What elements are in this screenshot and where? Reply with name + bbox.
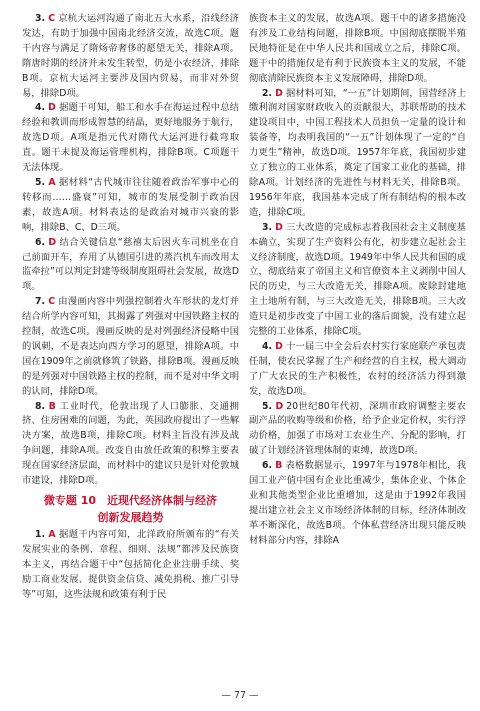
explanation-text: 据题干内容可知，北洋政府所颁布的“有关发展实业的条例、章程、细则、法规”都涉及民族资本主义，再结合题干中“包括简化企业注册手续、奖励工商业发展、提供资金信贷、减免捐税、推广引导等”可知，这些法规和政策有利于民 <box>22 529 239 600</box>
answer-letter: D <box>275 340 283 352</box>
question-number: 4. <box>262 340 273 352</box>
answer-letter: B <box>48 400 56 412</box>
explanation-text: 20世纪80年代初，深圳市政府调整主要农副产品的收购等级和价格，给予企业定价权，实行浮动价格，加强了市场对工农业生产、分配的影响，打破了计划经济管理体制的束缚，故选D项。 <box>249 400 466 457</box>
answer-item <box>249 459 466 548</box>
answer-letter: A <box>48 529 56 540</box>
explanation-text: 据题干可知，船工和水手在海运过程中总结经验和教训而形成智慧的结晶，更好地服务于航行，故选D项。A项是指元代对隋代大运河进行截弯取直。题干未提及海运管理机构，排除B项。C项题干无法体现。 <box>22 102 239 174</box>
question-number: 5. <box>35 176 46 188</box>
explanation-text: 工业时代，伦敦出现了人口膨胀、交通拥挤、住房困难的问题，为此，英国政府提出了一些解决方案，故选B项，排除C项。材料主旨没有涉及战争问题，排除A项。改变自由放任政策的积弊主要表现在国家经济层面，而材料中的建议只是针对伦敦城市建设，排除D项。 <box>22 400 239 487</box>
explanation-text: 结合关键信息“慈禧太后因火车司机坐在自己前面开车，弃用了从德国引进的蒸汽机车而改用太监牵拉”可以判定封建等级制度阻碍社会发展，故选D项。 <box>22 236 239 293</box>
answer-letter: C <box>48 13 56 24</box>
answer-letter: D <box>48 236 57 248</box>
answer-letter: D <box>275 400 284 412</box>
answer-item <box>249 400 466 460</box>
answer-item <box>249 340 466 400</box>
explanation-text: 十一届三中全会后农村实行家庭联产承包责任制，使农民掌握了生产和经营的自主权，极大调动了广大农民的生产积极性，农村的经济活力得到激发，故选D项。 <box>249 340 466 397</box>
answer-letter: D <box>275 221 283 233</box>
section-title <box>22 492 239 526</box>
answer-letter: B <box>275 460 283 472</box>
answer-item <box>22 12 239 101</box>
page-number: — 77 — <box>221 690 259 701</box>
answer-item <box>249 87 466 221</box>
answer-item <box>22 295 239 399</box>
explanation-text: 京杭大运河沟通了南北五大水系，沿线经济发达，有助于加强中国南北经济交流，故选C项。题干内容与满足了隋炀帝奢侈的愿望无关，排除A项。隋唐时期的经济并未发生转型，仍是小农经济，排除B项。京杭大运河主要涉及国内贸易，而非对外贸易，排除D项。 <box>22 13 239 99</box>
explanation-text: 三大改造的完成标志着我国社会主义制度基本确立，实现了生产资料公有化，初步建立起社会主义经济制度，故选D项。1949年中华人民共和国的成立，彻底结束了帝国主义和官僚资本主义剥削中国人民的历史，与三大改造无关，排除A项。废除封建地主土地所有制，与三大改造无关，排除B项。三大改造只是初步改变了中国工业的落后面貌，没有建立起完整的工业体系，排除C项。 <box>249 221 466 338</box>
continued-text: 族资本主义的发展，故选A项。题干中的诸多措施没有涉及工业结构问题，排除B项。中国彻底摆脱半殖民地特征是在中华人民共和国成立之后，排除C项。题干中的措施仅是有利于民族资本主义的发展，不能彻底清除民族资本主义发展障碍，排除D项。 <box>249 13 466 84</box>
question-number: 5. <box>262 400 273 412</box>
answer-item <box>22 176 239 236</box>
question-number: 3. <box>35 13 46 24</box>
explanation-text: 表格数据显示，1997年与1978年相比，我国工业产值中国有企业比重减少，集体企业、个体企业和其他类型企业比重增加，这是由于1992年我国提出建立社会主义市场经济体制的目标，经济体制改革不断深化，故选B项。个体私营经济出现只能反映材料部分内容，排除A <box>249 460 466 546</box>
left-column <box>22 12 239 682</box>
answer-page <box>22 12 466 682</box>
answer-letter: A <box>48 176 56 188</box>
answer-letter: D <box>48 102 56 114</box>
question-number: 1. <box>35 529 46 540</box>
explanation-text: 据材料“古代城市往往随着政治军事中心的转移而……盛衰”可知，城市的发展受制于政治因素，故选A项。材料表达的是政治对城市兴衰的影响，排除B、C、D三项。 <box>22 176 239 233</box>
section-title-line: 微专题 10 近现代经济体制与经济 <box>43 494 218 507</box>
right-column <box>249 12 466 682</box>
question-number: 6. <box>35 236 46 248</box>
section-title-line: 创新发展趋势 <box>97 511 164 524</box>
answer-letter: C <box>48 296 56 308</box>
explanation-text: 据材料可知，“一五”计划期间，国营经济上缴利润对国家财政收入的贡献很大，苏联帮助的技术建设项目中，中国工程技术人员担负一定量的设计和装备等，均表明我国的“一五”计划体现了一定的“自力更生”精神，故选D项。1957年年底，我国初步建立了独立的工业体系，奠定了国家工业化的基础，排除A项。计划经济的先进性与材料无关，排除B项。1956年年底，我国基本完成了所有制结构的根本改造，排除C项。 <box>249 87 466 218</box>
question-number: 8. <box>35 400 46 412</box>
answer-item <box>22 236 239 296</box>
answer-item <box>22 400 239 489</box>
answer-item <box>22 528 239 603</box>
answer-letter: D <box>275 87 283 99</box>
question-number: 7. <box>35 296 46 308</box>
question-number: 6. <box>262 460 273 472</box>
answer-item <box>249 221 466 340</box>
explanation-text: 由漫画内容中列强控制着火车形状的龙灯并结合所学内容可知，其揭露了列强对中国铁路主权的控制，故选C项。漫画反映的是对列强经济侵略中国的讽刺，不是表达向西方学习的愿望，排除A项。中国在1909年之前就修筑了铁路，排除B项。漫画反映的是列强对中国铁路主权的控制，而不是对中华文明的认同，排除D项。 <box>22 296 239 397</box>
answer-item <box>22 101 239 176</box>
question-number: 2. <box>262 87 273 99</box>
question-number: 3. <box>262 221 273 233</box>
question-number: 4. <box>35 102 46 114</box>
